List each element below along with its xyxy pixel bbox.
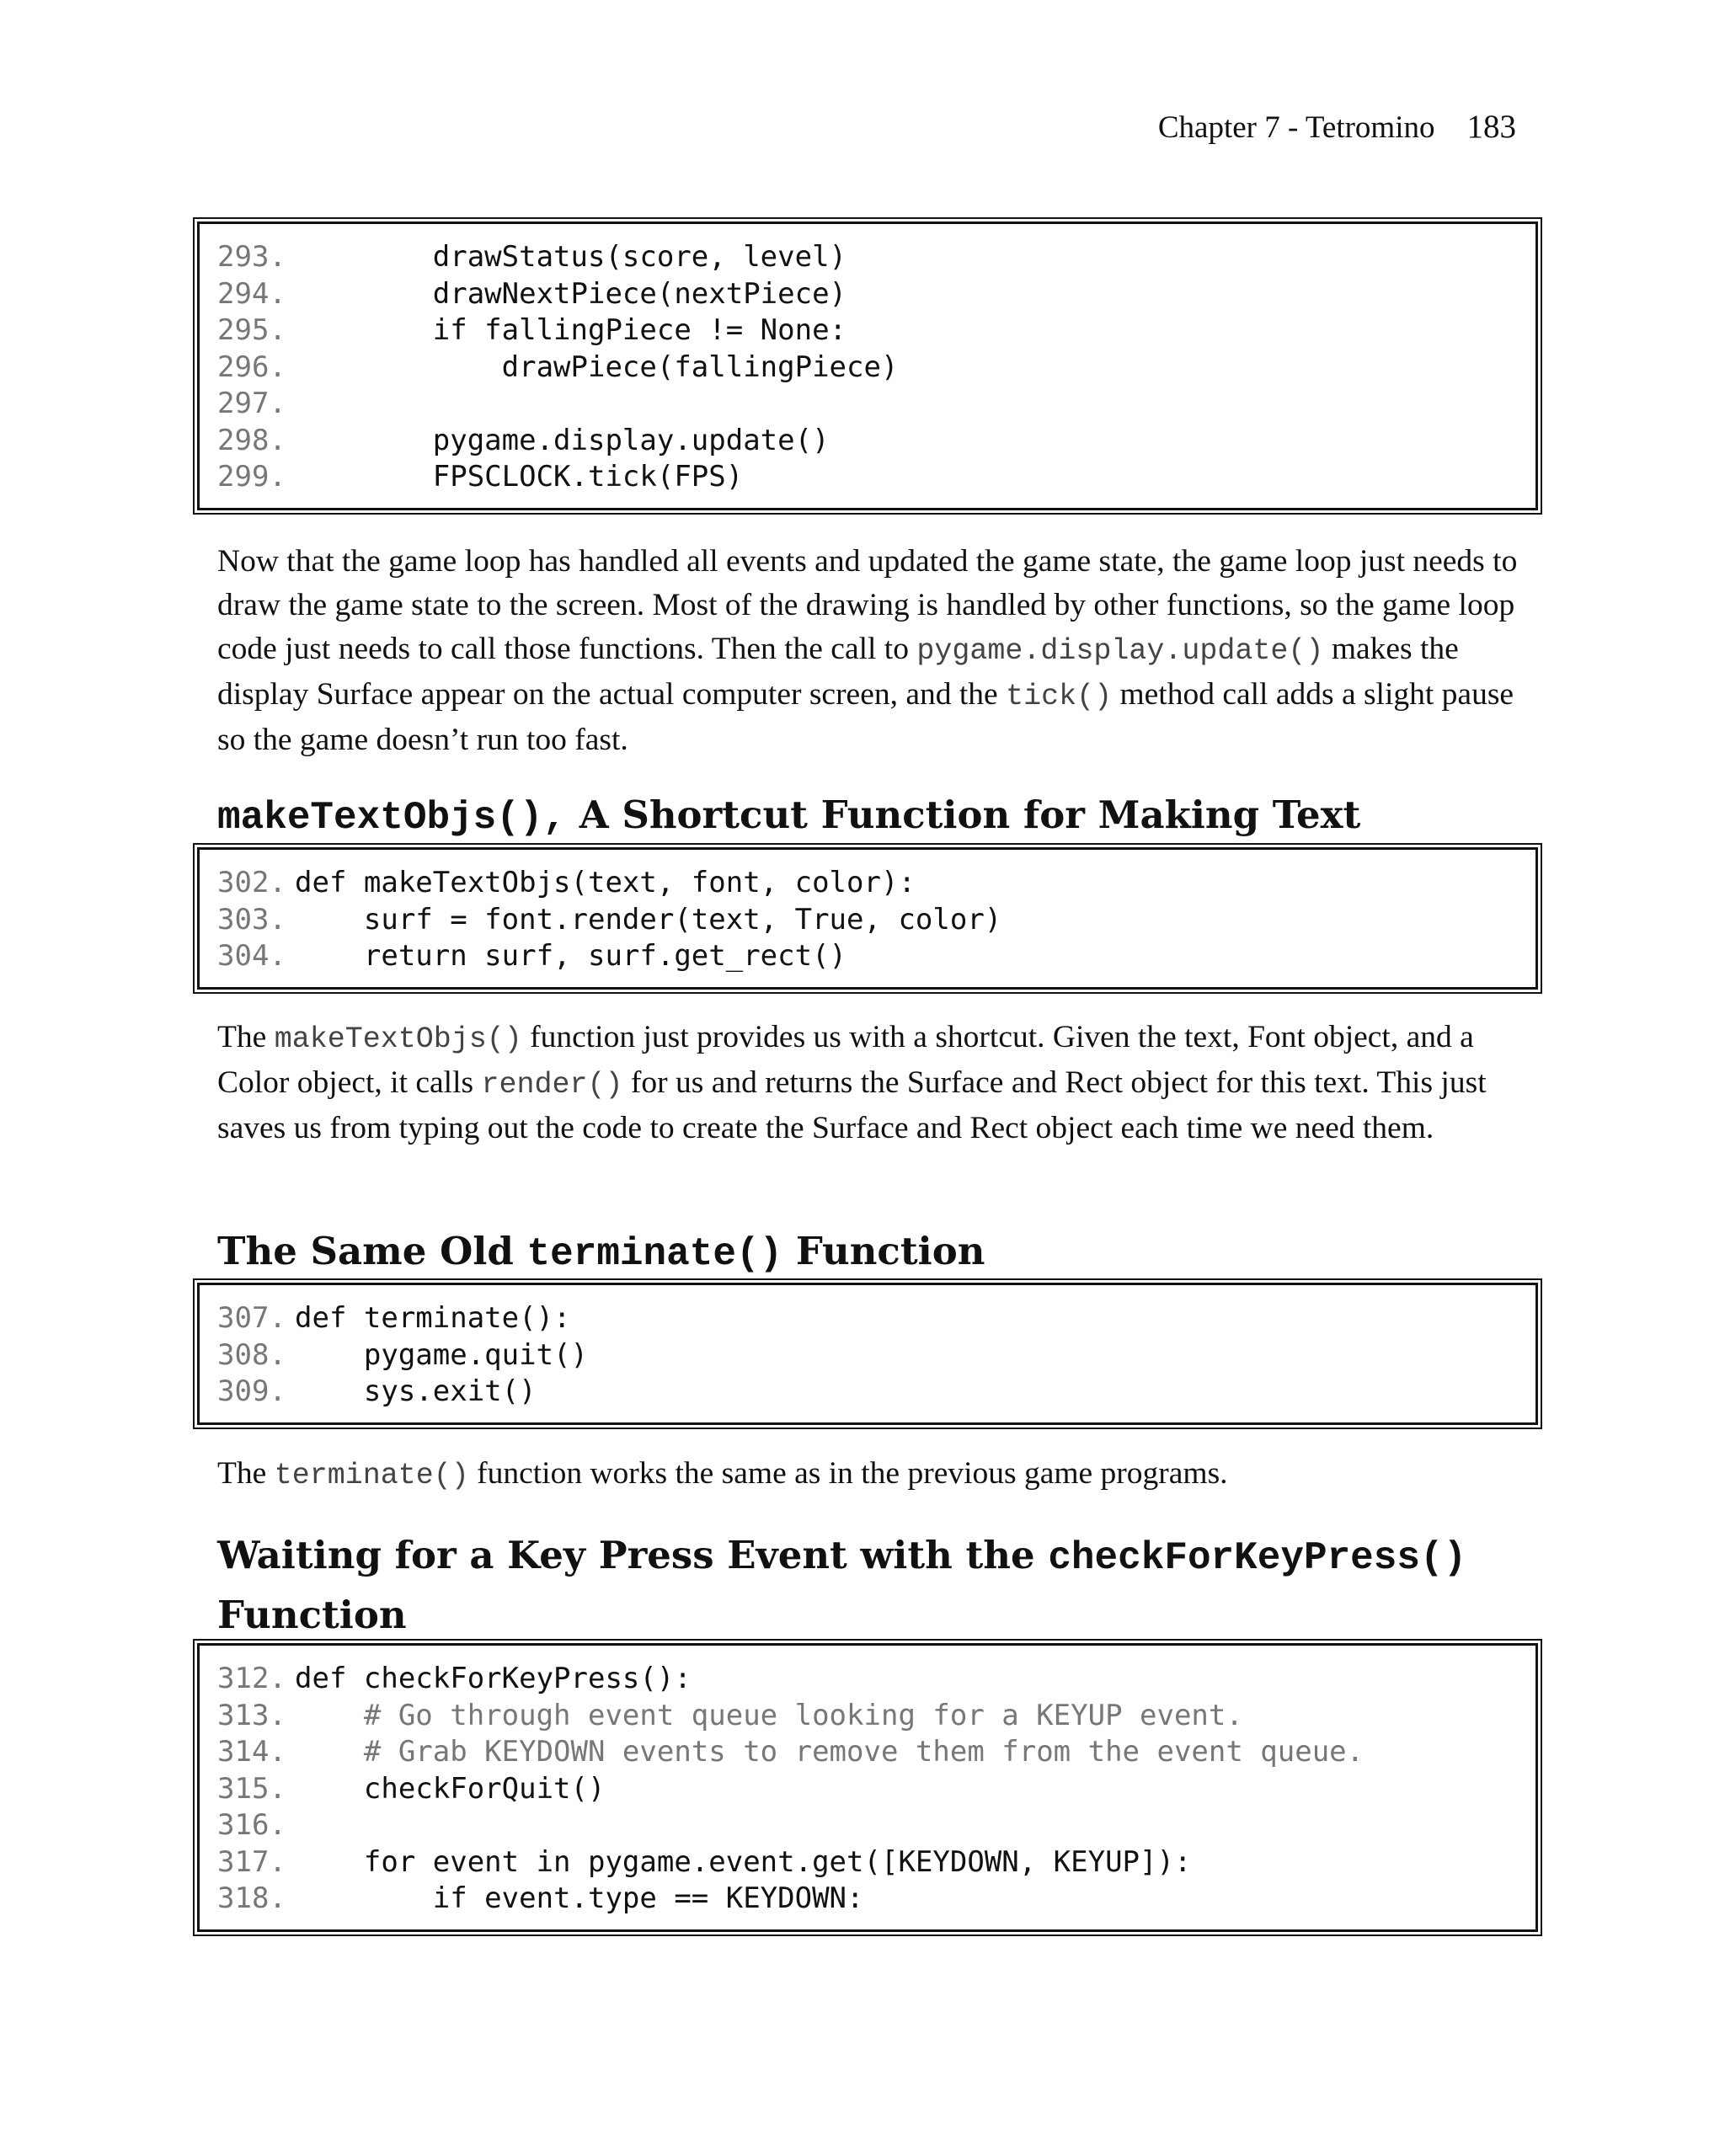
code-line <box>217 459 1535 496</box>
paragraph-maketextobjs-explanation <box>217 1016 1531 1150</box>
code-block-maketextobjs <box>197 847 1538 990</box>
code-line <box>217 276 1535 313</box>
code-text: def terminate(): <box>295 1301 571 1335</box>
line-number: 303. <box>217 902 286 937</box>
line-number: 293. <box>217 240 286 274</box>
paragraph-draw-explanation <box>217 540 1531 762</box>
line-number: 299. <box>217 460 286 494</box>
code-line <box>217 1337 1535 1374</box>
line-number: 295. <box>217 313 286 347</box>
section-heading-maketextobjs <box>217 787 1548 846</box>
code-line <box>217 1807 1535 1844</box>
text-run: function works the same as in the previous game programs. <box>468 1456 1228 1491</box>
code-line <box>217 386 1535 423</box>
inline-code: pygame.display.update() <box>916 634 1324 668</box>
code-text: surf = font.render(text, True, color) <box>295 902 1002 937</box>
text-run: The <box>217 1020 275 1054</box>
code-text: for event in pygame.event.get([KEYDOWN, KEYUP]): <box>295 1844 1192 1879</box>
code-text: if event.type == KEYDOWN: <box>295 1881 864 1915</box>
line-number: 302. <box>217 866 286 899</box>
text-run: The <box>217 1456 275 1491</box>
code-comment: # Go through event queue looking for a KEYUP event. <box>295 1698 1243 1732</box>
line-number: 304. <box>217 939 286 973</box>
code-line <box>217 350 1535 387</box>
heading-text: Function <box>217 1593 407 1637</box>
section-heading-terminate <box>217 1223 1548 1283</box>
code-text: drawNextPiece(nextPiece) <box>295 276 847 311</box>
heading-code: makeTextObjs(), <box>217 796 567 840</box>
inline-code: terminate() <box>274 1459 469 1492</box>
section-heading-checkforkeypress <box>217 1527 1548 1644</box>
code-line <box>217 1734 1535 1771</box>
line-number: 318. <box>217 1881 286 1915</box>
code-block-terminate <box>197 1283 1538 1425</box>
code-text: def makeTextObjs(text, font, color): <box>295 866 916 899</box>
code-line <box>217 1844 1535 1881</box>
code-line <box>217 902 1535 939</box>
code-text: def checkForKeyPress(): <box>295 1662 692 1695</box>
page-number: 183 <box>1466 109 1516 145</box>
inline-code: render() <box>481 1068 623 1102</box>
chapter-title: Chapter 7 - Tetromino <box>1157 110 1435 145</box>
heading-code: checkForKeyPress() <box>1048 1536 1467 1580</box>
heading-code: terminate() <box>526 1232 783 1276</box>
code-text: drawPiece(fallingPiece) <box>295 350 899 384</box>
code-text: drawStatus(score, level) <box>295 240 847 274</box>
line-number: 316. <box>217 1808 286 1842</box>
text-run: method call adds a slight pause so the game doesn’t run too fast. <box>217 677 1514 757</box>
inline-code: makeTextObjs() <box>274 1022 522 1056</box>
code-line <box>217 1661 1535 1698</box>
code-block-checkforkeypress <box>197 1643 1538 1932</box>
code-text: pygame.quit() <box>295 1337 588 1372</box>
text-run: Now that the game loop has handled all events and updated the game state, the game loop just needs to draw the game state to the screen. Most of the drawing is handled by other functions, so the game loop code just needs to call those functions. Then the call to <box>217 544 1518 666</box>
code-line <box>217 1698 1535 1735</box>
code-line <box>217 1300 1535 1337</box>
code-line <box>217 312 1535 350</box>
inline-code: tick() <box>1006 680 1113 713</box>
code-line <box>217 239 1535 276</box>
code-line <box>217 938 1535 975</box>
heading-text: Waiting for a Key Press Event with the <box>217 1533 1049 1577</box>
line-number: 297. <box>217 387 286 420</box>
line-number: 308. <box>217 1337 286 1372</box>
paragraph-terminate-explanation <box>217 1452 1531 1497</box>
text-run: makes the display Surface appear on the actual computer screen, and the <box>217 632 1459 712</box>
heading-text: The Same Old <box>217 1229 527 1273</box>
code-line <box>217 423 1535 460</box>
line-number: 296. <box>217 350 286 384</box>
code-block-draw-loop <box>197 221 1538 510</box>
code-line <box>217 1374 1535 1411</box>
code-text: FPSCLOCK.tick(FPS) <box>295 460 744 494</box>
line-number: 309. <box>217 1374 286 1408</box>
code-line <box>217 1881 1535 1918</box>
code-text: checkForQuit() <box>295 1771 606 1806</box>
code-text: if fallingPiece != None: <box>295 313 847 347</box>
line-number: 314. <box>217 1735 286 1769</box>
text-run: for us and returns the Surface and Rect object for this text. This just saves us from typing out the code to create the Surface and Rect object each time we need them. <box>217 1065 1487 1145</box>
code-comment: # Grab KEYDOWN events to remove them from the event queue. <box>295 1735 1365 1769</box>
text-run: function just provides us with a shortcut. Given the text, Font object, and a Color object, it calls <box>217 1020 1474 1100</box>
heading-text: A Shortcut Function for Making Text <box>566 792 1361 837</box>
code-text: return surf, surf.get_rect() <box>295 939 847 973</box>
code-text: sys.exit() <box>295 1374 537 1408</box>
line-number: 294. <box>217 276 286 311</box>
line-number: 317. <box>217 1844 286 1879</box>
code-line <box>217 865 1535 902</box>
line-number: 313. <box>217 1698 286 1732</box>
line-number: 315. <box>217 1771 286 1806</box>
running-header <box>1158 108 1516 146</box>
code-text: pygame.display.update() <box>295 423 830 457</box>
line-number: 307. <box>217 1301 286 1335</box>
heading-text: Function <box>782 1229 985 1273</box>
line-number: 312. <box>217 1662 286 1695</box>
code-line <box>217 1771 1535 1808</box>
line-number: 298. <box>217 423 286 457</box>
